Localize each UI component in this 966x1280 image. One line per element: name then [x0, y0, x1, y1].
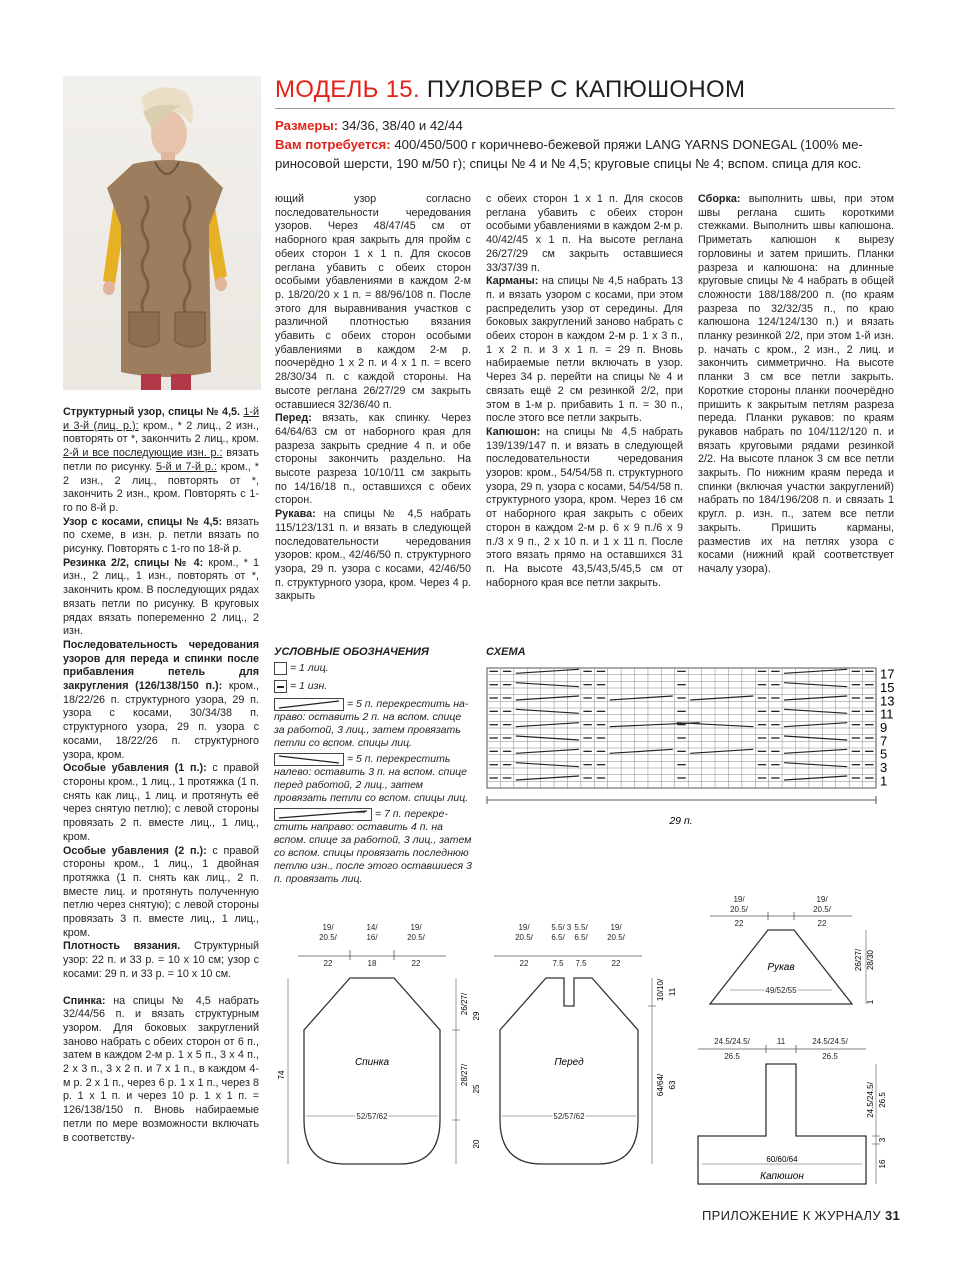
sleeve-width: 49/52/55 [765, 986, 797, 995]
front-label: Перед [554, 1057, 584, 1068]
scheme-row-number: 13 [880, 693, 895, 709]
scheme-row-number: 3 [880, 760, 888, 775]
svg-text:20.5/: 20.5/ [813, 905, 831, 914]
svg-text:22: 22 [411, 959, 421, 968]
svg-text:19/: 19/ [816, 895, 828, 904]
legend-c5l-a: = 5 п. перекрестить [347, 753, 451, 765]
svg-text:20.5/: 20.5/ [515, 933, 533, 942]
assembly-text: выполнить швы, при этом швы реглана сшить короткими стежками. Выполнить швы капюшона. Приметать капюшон к вырезу горловины и затем пришить. Планки разреза и капюшона: на длинные круговые спицы № 4 набрать в общей сложности 188/188/200 п. (по краям разреза по 32/32/35 п., по краю капюшона 124/124/130 п.) и вязать планку резинкой 2/2, при этом 1-й изн. р. начать с кром., 2 изн., 2 лиц. и закончить симметрично. На высоте планки 3 см все петли закрыть. Короткие стороны планки поочерёдно пришить к закрытым петлям разреза переда. Планки рукавов: по краям рукавов набрать по 104/112/120 п. и вязать круговыми рядами резинкой 2/2. На высоте планок 3 см все петли закрыть. По нижним краям переда и спинки (включая участки закруглений) набрать по 184/196/208 п. и связать 1 кругл. р. изн. п., затем все петли закрыть. Пришить карманы, разместив их на петлях узора с косами (нижний край соответствует началу узора). [698, 193, 894, 575]
svg-text:19/: 19/ [410, 923, 422, 932]
svg-text:28/27/: 28/27/ [460, 1063, 469, 1087]
cross-5-right-icon [274, 698, 344, 711]
cable-pattern-text: вязать по схеме, в изн. р. петли вязать по рисунку. Повторять с 1-го по 18-й р. [63, 515, 259, 556]
svg-text:7.5: 7.5 [552, 959, 564, 968]
diagram-back [270, 920, 490, 1180]
text-column-4 [698, 193, 894, 577]
scheme-chart [486, 662, 896, 837]
svg-text:24.5/24.5/: 24.5/24.5/ [714, 1037, 750, 1046]
svg-text:25: 25 [472, 1084, 481, 1094]
structural-pattern-heading: Структурный узор, спицы № 4,5. [63, 406, 241, 418]
decrease1-paragraph [63, 762, 259, 844]
svg-text:3: 3 [878, 1137, 887, 1143]
front-paragraph [275, 412, 471, 508]
materials-line [275, 135, 900, 154]
back-paragraph [63, 995, 259, 1146]
back-continued: ющий узор согласно последовательности чередования узоров. Через 48/47/45 см от наборного края закрыть для пройм с обеих сторон 1 х 1 п. Для скосов реглана убавить с обеих сторон особыми убавлениями в каждом 2-м р. 18/20/20 х 1 п. = 88/96/108 п. После этого для выравнивания участков с различной плотностью вязания убавить с обеих сторон особыми убавлениями в каждом 2-м р. поочерёдно 1 х 2 п. и 4 х 1 п. = всего 28/30/34 п. с каждой стороны. На высоте реглана 26/27/29 см закрыть оставшиеся 32/36/40 п. [275, 193, 471, 411]
svg-text:20: 20 [472, 1139, 481, 1149]
decrease1-text: с правой стороны кром., 1 лиц., 1 протяжка (1 п. снять как лиц., 1 лиц. и протянуть её через снятую петлю); с левой стороны провязать 2 п. вместе лиц., 1 лиц., кром. [63, 762, 260, 843]
knit-symbol-icon [274, 662, 287, 675]
svg-text:6.5/: 6.5/ [574, 933, 588, 942]
scheme-row-number: 15 [880, 680, 895, 695]
scheme-row-number: 11 [880, 706, 894, 722]
svg-text:26/27/: 26/27/ [854, 948, 863, 972]
svg-text:22: 22 [611, 959, 621, 968]
hood-paragraph [486, 426, 683, 590]
svg-text:6.5/: 6.5/ [551, 933, 565, 942]
cross-7-right-icon [274, 808, 372, 821]
rib-paragraph [63, 557, 259, 639]
text-column-1 [63, 406, 259, 1145]
pockets-text: на спицы № 4,5 набрать 13 п. и вязать узором с косами, при этом распределить узор от середины. Для боковых закруглений заново набрать с обеих сторон в каждом 2-м р. 1 х 3 п., 1 х 2 п. и 3 х 1 п. = 29 п. Вновь набираемые петли включать в узор. Через 34 р. перейти на спицы № 4 и связать ещё 2 см резинкой 2/2, при этом в 1-м р. прибавить 1 п. = 30 п., после этого все петли закрыть. [486, 275, 683, 425]
back-heading: Спинка: [63, 994, 106, 1007]
svg-text:20.5/: 20.5/ [730, 905, 748, 914]
page-number: 31 [884, 1208, 900, 1223]
scheme-row-number: 9 [880, 720, 888, 735]
back-label: Спинка [354, 1057, 390, 1068]
svg-text:3: 3 [566, 923, 572, 932]
svg-text:7.5: 7.5 [575, 959, 587, 968]
svg-text:26.5: 26.5 [878, 1092, 887, 1108]
sizes-label: Размеры: [275, 118, 339, 133]
legend [274, 646, 474, 886]
scheme-row-number: 7 [880, 733, 888, 749]
sleeve-label: Рукав [767, 962, 795, 973]
text-column-3 [486, 193, 683, 590]
page-title [275, 76, 895, 104]
svg-text:5.5/: 5.5/ [551, 923, 565, 932]
model-number: МОДЕЛЬ 15. [275, 76, 420, 103]
front-width: 52/57/62 [553, 1112, 585, 1121]
svg-text:20.5/: 20.5/ [319, 933, 337, 942]
svg-text:1: 1 [866, 999, 875, 1005]
footer-label: ПРИЛОЖЕНИЕ К ЖУРНАЛУ [701, 1208, 881, 1223]
text-column-2 [275, 193, 471, 604]
scheme-title: СХЕМА [486, 646, 526, 658]
svg-text:16/: 16/ [366, 933, 378, 942]
rib-heading: Резинка 2/2, спицы № 4: [63, 556, 204, 569]
page-footer [702, 1208, 900, 1223]
legend-purl-text: = 1 изн. [290, 680, 328, 692]
decrease2-heading: Особые убавления (2 п.): [63, 844, 207, 857]
svg-text:22: 22 [519, 959, 529, 968]
svg-text:11: 11 [776, 1037, 786, 1046]
svg-text:26.5: 26.5 [724, 1052, 740, 1061]
svg-text:19/: 19/ [733, 895, 745, 904]
gauge-text: Структурный узор: 22 п. и 33 р. = 10 х 10 см; узор с косами: 29 п. и 33 р. = 10 х 10 см. [63, 940, 259, 980]
svg-text:20.5/: 20.5/ [607, 933, 625, 942]
legend-cross-7-right [274, 808, 474, 886]
scheme-width-label: 29 п. [669, 815, 693, 827]
row-text-even: вязать петли по рисунку. [63, 447, 259, 473]
sleeves-continued: с обеих сторон 1 х 1 п. Для скосов реглана убавить с обеих сторон особыми убавлениями в каждом 2-м р. 40/42/45 х 1 п. На высоте реглана 26/27/29 см закрыть оставшиеся 33/37/39 п. [486, 193, 683, 274]
scheme-row-number: 1 [880, 773, 888, 789]
sequence-heading: Последовательность чередования узоров для переда и спинки после прибавления петель для закругления (126/138/150 п.): [63, 638, 259, 693]
sleeves-heading: Рукава: [275, 508, 316, 521]
scheme-row-number: 5 [880, 746, 888, 762]
svg-text:26.5: 26.5 [822, 1052, 838, 1061]
sequence-text: кром., 18/22/26 п. структурного узора, 29 п. узора с косами, 30/34/38 п. структурного узора, 29 п. узора с косами, 18/22/26 п. структурного узора, кром. [63, 680, 259, 761]
svg-text:22: 22 [817, 919, 827, 928]
rib-text: кром., * 1 изн., 2 лиц., 1 изн., повторять от *, закончить кром. В последующих рядах вязать петли по рисунку. В круговых рядах вязать попеременно 2 лиц., 2 изн. [63, 556, 259, 638]
back-text: на спицы № 4,5 набрать 32/44/56 п. и вязать структурным узором. Для боковых закруглений заново набрать с обеих сторон от 6 п., затем в каждом 2-м р. 1 х 5 п., 3 х 4 п., 2 х 3 п., 3 х 2 п. и 7 х 1 п., в каждом 4-м р. 2 х 1 п., через 6 р. 1 х 1 п., через 8 р. 1 х 1 п. и через 10 р. 1 х 1 п. = 126/138/150 п. Вновь набираемые петли по мере возможности включать в соответству- [63, 994, 259, 1144]
row-text-5-7: кром., * 2 изн., 2 лиц., повторять от *, закончить 2 изн., кром. Повторять с 1-го по 8-й р. [63, 460, 259, 514]
sequence-paragraph [63, 639, 259, 762]
svg-text:18: 18 [367, 959, 377, 968]
back-top-1: 19/ [322, 923, 334, 932]
materials-label: Вам потребуется: [275, 137, 391, 152]
svg-text:19/: 19/ [518, 923, 530, 932]
model-photo [63, 76, 261, 390]
svg-text:20.5/: 20.5/ [407, 933, 425, 942]
title-divider [275, 108, 895, 109]
svg-text:28/30: 28/30 [866, 949, 875, 971]
back-length: 74 [277, 1070, 286, 1080]
row-label-5-7: 5-й и 7-й р.: [155, 460, 217, 473]
diagram-sleeve [690, 890, 890, 1025]
svg-text:14/: 14/ [366, 923, 378, 932]
structural-pattern-paragraph [63, 406, 259, 516]
svg-text:19/: 19/ [610, 923, 622, 932]
pockets-heading: Карманы: [486, 275, 539, 288]
sleeves-text: на спицы № 4,5 набрать 115/123/131 п. и вязать в следующей последовательности чередования узоров: кром., 42/46/50 п. структурного узора, 29 п. узора с косами, 42/46/50 п. структурного узора, кром. Через 4 р. закрыть [275, 508, 471, 603]
svg-text:26/27/: 26/27/ [460, 992, 469, 1016]
hood-width: 60/60/64 [766, 1155, 798, 1164]
model-meta [275, 116, 900, 173]
purl-symbol-icon [274, 680, 287, 693]
diagram-front [466, 920, 686, 1180]
svg-text:24.5/24.5/: 24.5/24.5/ [812, 1037, 848, 1046]
cable-pattern-heading: Узор с косами, спицы № 4,5: [63, 515, 223, 528]
hood-label: Капюшон [760, 1171, 804, 1182]
scheme-row-number: 17 [880, 666, 895, 682]
row-text-1-3: кром., * 2 лиц., 2 изн., повторять от *, закончить 2 лиц., кром. [63, 419, 259, 446]
gauge-heading: Плотность вязания. [63, 940, 181, 953]
decrease2-text: с правой стороны кром., 1 лиц., 1 двойная протяжка (1 п. снять как лиц., 2 п. вместе лиц. и протянуть полученную петлю через снятую); с левой стороны провязать 3 п. вместе лиц., 1 лиц., кром. [63, 844, 260, 939]
cross-5-left-icon [274, 753, 344, 766]
legend-knit [274, 662, 474, 675]
legend-knit-text: = 1 лиц. [290, 662, 329, 674]
decrease1-heading: Особые убавления (1 п.): [63, 762, 207, 775]
cable-pattern-paragraph [63, 516, 259, 557]
assembly-paragraph [698, 193, 894, 577]
svg-text:22: 22 [323, 959, 333, 968]
svg-text:16: 16 [878, 1159, 887, 1169]
legend-c5r-b: право: оставить 2 п. на вспом. спице за работой, 3 лиц., затем провязать петли со вспом. спицы лиц. [274, 711, 462, 749]
hood-heading: Капюшон: [486, 425, 541, 438]
legend-c5l-b: налево: оставить 3 п. на вспом. спице перед работой, 2 лиц., затем провязать петли со вспом. спицы лиц. [274, 766, 469, 804]
svg-text:10/10/: 10/10/ [656, 978, 665, 1002]
legend-cross-5-left [274, 753, 474, 805]
back-width: 52/57/62 [356, 1112, 388, 1121]
row-label-even: 2-й и все последующие изн. р.: [63, 447, 223, 460]
svg-text:24.5/24.5/: 24.5/24.5/ [866, 1082, 875, 1118]
gauge-paragraph [63, 940, 259, 981]
sizes-line [275, 116, 900, 135]
model-name: ПУЛОВЕР С КАПЮШОНОМ [426, 76, 746, 103]
legend-cross-5-right [274, 698, 474, 750]
front-text: вязать, как спинку. Через 64/64/63 см от наборного края для разреза закрыть средние 4 п. и обе стороны закончить раздельно. На высоте разреза 10/10/11 см закрыть по 14/16/18 п., оставшихся с обеих сторон. [275, 412, 471, 507]
sleeves-paragraph [275, 508, 471, 604]
row-label-1-3: 1-й и 3-й (лиц. р.): [63, 406, 260, 432]
materials-line1: 400/450/500 г коричнево-бежевой пряжи LANG YARNS DONEGAL (100% ме- [394, 137, 863, 152]
pockets-paragraph [486, 275, 683, 426]
svg-text:5.5/: 5.5/ [574, 923, 588, 932]
svg-text:63: 63 [668, 1080, 677, 1090]
assembly-heading: Сборка: [698, 193, 741, 205]
legend-c7r-b: стить направо: оставить 4 п. на вспом. спице за работой, 3 лиц., затем со вспом. спицы провязать последнюю петлю изн., после этого оставшиеся 3 п. провязать лиц. [274, 821, 472, 885]
legend-c5r-a: = 5 п. перекрестить на- [347, 698, 469, 710]
legend-c7r-a: = 7 п. перекре- [375, 808, 448, 820]
materials-line2: риносовой шерсти, 190 м/50 г); спицы № 4 и № 4,5; круговые спицы № 4; вспом. спица для кос. [275, 156, 862, 171]
hood-text: на спицы № 4,5 набрать 139/139/147 п. и вязать в следующей последовательности чередования узоров: кром., 54/54/58 п. структурного узора, 29 п. узора с косами, 54/54/58 п. структурного узора, кром. Через 16 см от наборного края закрыть с обеих сторон в каждом 2-м р. 6 х 9 п./6 х 9 п./3 х 9 п., 2 х 10 п. и 1 х 11 п. После этого вязать прямо на оставшихся 31 п. На высоте 43,5/43,5/45,5 см от наборного края все петли закрыть. [486, 425, 683, 589]
decrease2-paragraph [63, 845, 259, 941]
front-heading: Перед: [275, 412, 312, 425]
sizes-value: 34/36, 38/40 и 42/44 [341, 118, 463, 133]
svg-text:29: 29 [472, 1011, 481, 1021]
svg-text:22: 22 [734, 919, 744, 928]
legend-purl [274, 680, 474, 693]
legend-title: УСЛОВНЫЕ ОБОЗНАЧЕНИЯ [274, 646, 429, 658]
svg-text:64/64/: 64/64/ [656, 1073, 665, 1097]
diagram-hood [690, 1034, 890, 1199]
svg-text:11: 11 [668, 987, 677, 997]
